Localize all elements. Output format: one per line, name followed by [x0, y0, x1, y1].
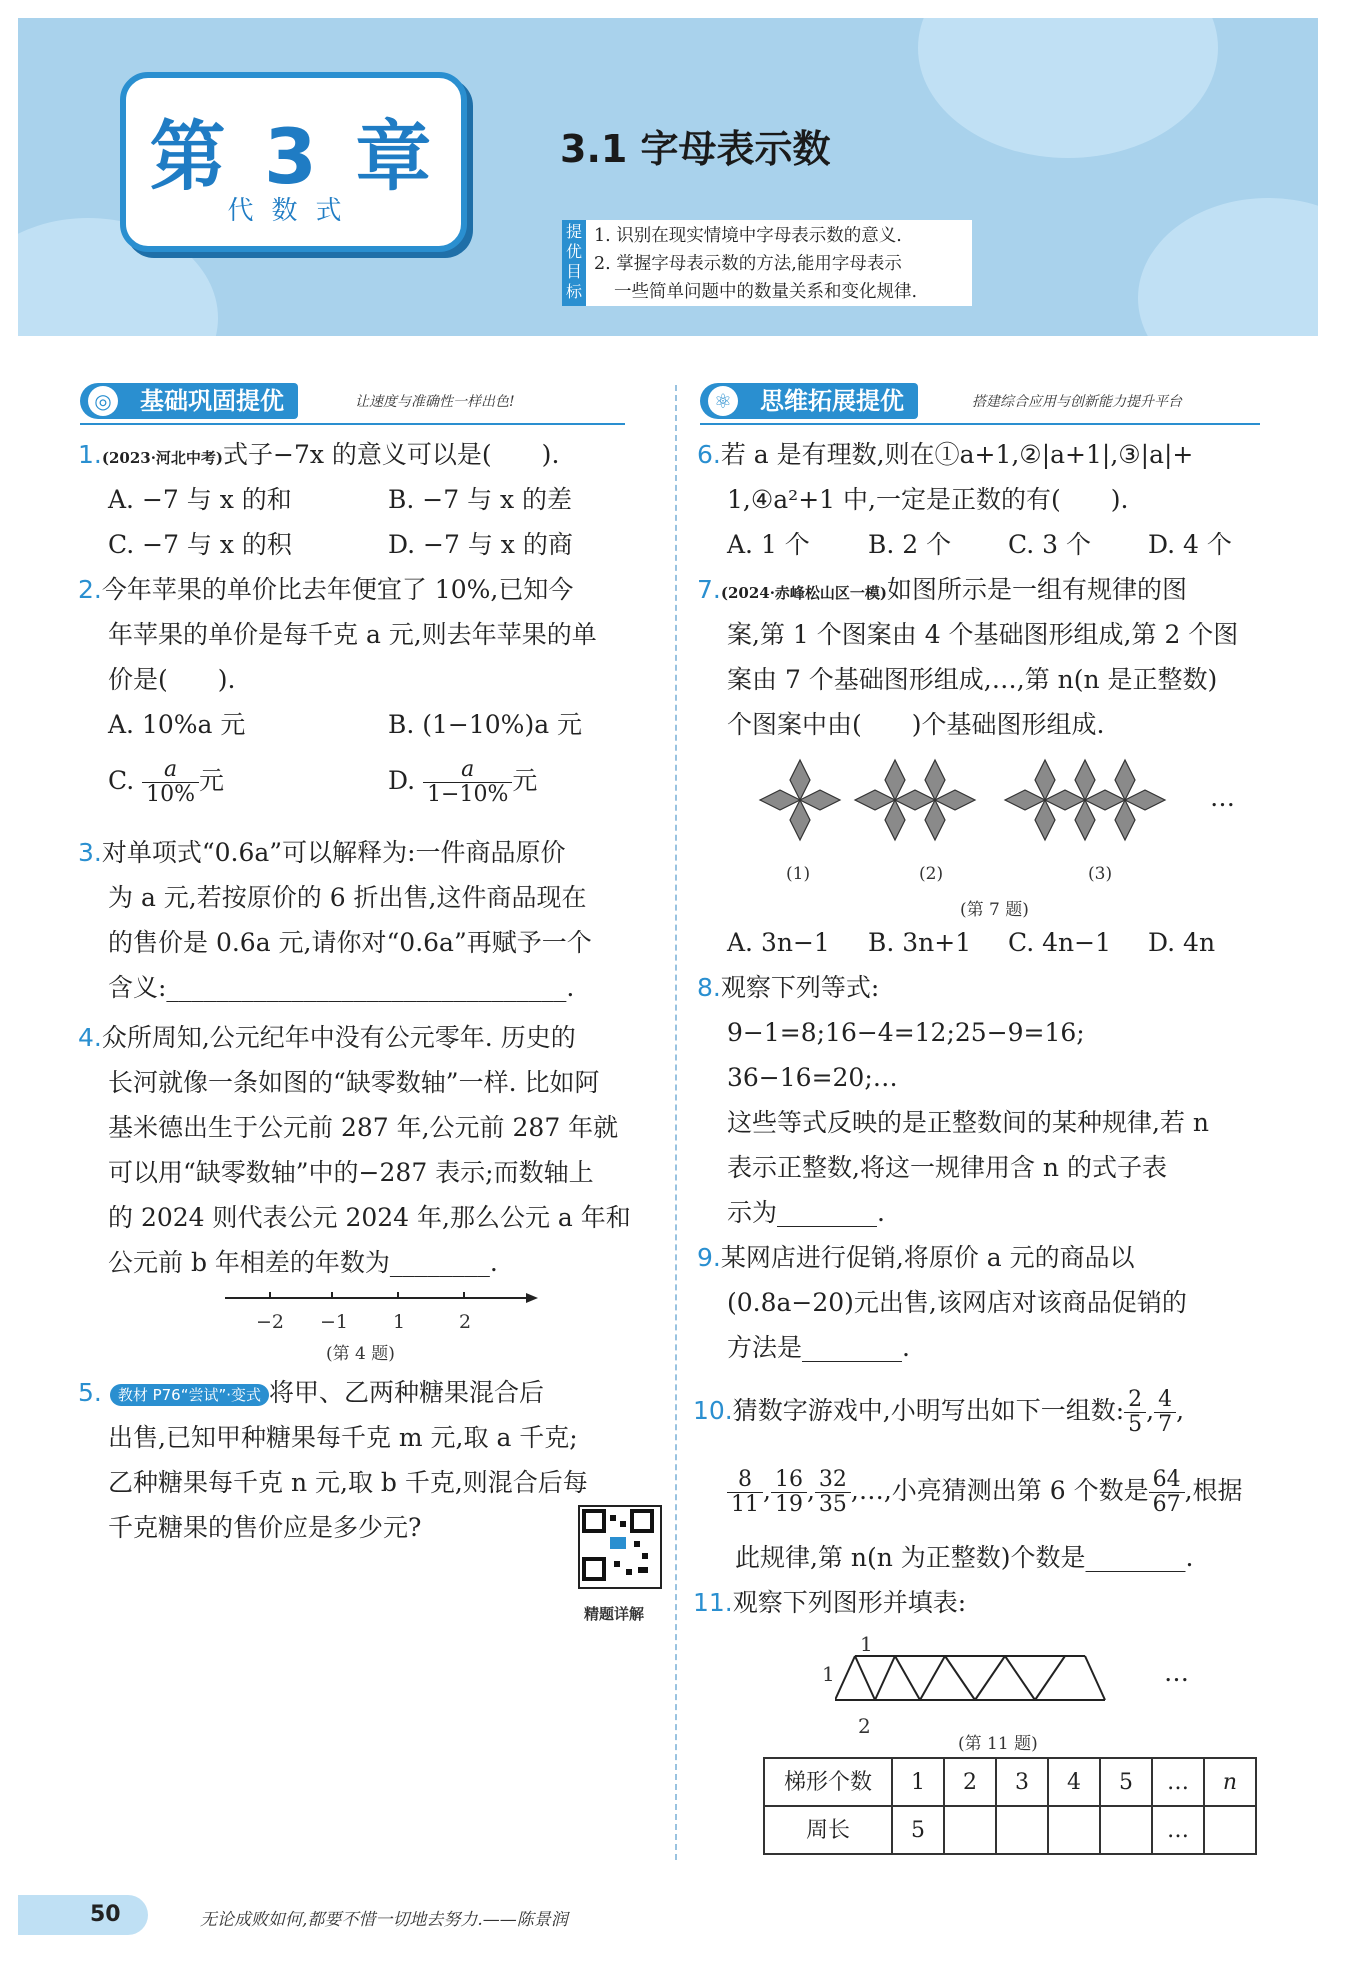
numerator: 32	[815, 1468, 851, 1493]
question-number: 9.	[697, 1243, 721, 1272]
question-number: 10.	[693, 1396, 733, 1425]
option-d: D. 4n	[1148, 928, 1216, 957]
question-line: 观察下列等式:	[720, 973, 880, 1002]
question-11	[693, 1580, 966, 1625]
question-line: 公元前 b 年相差的年数为________.	[108, 1248, 498, 1277]
option-b: B. 3n+1	[868, 928, 972, 957]
option-a: A. 1 个	[727, 530, 810, 559]
goal-item: 一些简单问题中的数量关系和变化规律.	[614, 282, 918, 302]
table-cell	[1204, 1806, 1256, 1854]
denominator: 11	[731, 1492, 759, 1517]
answer-line: 方法是________.	[727, 1333, 910, 1362]
denominator: 5	[1128, 1412, 1143, 1437]
option-c: C. −7 与 x 的积	[108, 530, 292, 559]
unit: 元	[512, 766, 538, 795]
question-number: 4.	[78, 1023, 102, 1052]
numerator: a	[423, 758, 512, 783]
perimeter-table	[763, 1757, 1257, 1855]
option-label: D.	[388, 766, 416, 795]
numerator: a	[142, 758, 199, 783]
answer-line: 此规律,第 n(n 为正整数)个数是________.	[735, 1543, 1194, 1572]
denominator: 7	[1158, 1412, 1173, 1437]
question-line: 为 a 元,若按原价的 6 折出售,这件商品现在	[108, 883, 587, 912]
question-line: 出售,已知甲种糖果每千克 m 元,取 a 千克;	[108, 1423, 578, 1452]
question-line: 年苹果的单价是每千克 a 元,则去年苹果的单	[108, 620, 597, 649]
denominator: 67	[1152, 1492, 1181, 1517]
table-cell: n	[1204, 1758, 1256, 1806]
question-line: (0.8a−20)元出售,该网店对该商品促销的	[727, 1288, 1187, 1317]
goal-item: 2. 掌握字母表示数的方法,能用字母表示	[594, 254, 902, 274]
rhombus-pattern-figure	[755, 755, 1195, 845]
numerator: 8	[727, 1468, 763, 1493]
question-line: 众所周知,公元纪年中没有公元零年. 历史的	[101, 1023, 576, 1052]
option-a: A. −7 与 x 的和	[108, 485, 292, 514]
table-cell: …	[1152, 1806, 1204, 1854]
question-line: 千克糖果的售价应是多少元?	[108, 1513, 422, 1542]
option-label: C.	[108, 766, 135, 795]
goals-tag: 提优目标	[562, 220, 586, 306]
option-b: B. (1−10%)a 元	[388, 710, 583, 739]
bottom-edge-label: 2	[858, 1714, 871, 1738]
question-stem: 式子−7x 的意义可以是( ).	[223, 440, 560, 469]
top-edge-label: 1	[860, 1632, 873, 1656]
right-section-slogan: 搭建综合应用与创新能力提升平台	[972, 394, 1182, 410]
table-row	[764, 1806, 1256, 1854]
table-cell	[1100, 1806, 1152, 1854]
option-b: B. 2 个	[868, 530, 952, 559]
numerator: 16	[771, 1468, 807, 1493]
fraction	[815, 1468, 851, 1517]
textbook-badge: 教材 P76“尝试”·变式	[110, 1384, 269, 1406]
equation-line: 36−16=20;…	[727, 1063, 898, 1092]
figure-label: (2)	[919, 864, 944, 884]
denominator: 1−10%	[427, 782, 509, 807]
denominator: 19	[774, 1492, 803, 1517]
question-line: 价是( ).	[108, 665, 236, 694]
question-line: 1,④a²+1 中,一定是正数的有( ).	[727, 485, 1129, 514]
target-icon: ◎	[88, 386, 118, 416]
question-number: 1.	[78, 440, 102, 469]
question-line: 观察下列图形并填表:	[732, 1588, 967, 1617]
page-number-text: 50	[90, 1902, 121, 1927]
table-cell: 2	[944, 1758, 996, 1806]
question-line: 将甲、乙两种糖果混合后	[269, 1378, 545, 1407]
question-10: 10.猜数字游戏中,小明写出如下一组数: $\frac{2}{5}$ , $\frac{4}{7}$ ,	[693, 1387, 1185, 1437]
side-edge-label: 1	[822, 1662, 835, 1686]
question-line: 的售价是 0.6a 元,请你对“0.6a”再赋予一个	[108, 928, 592, 957]
question-7	[697, 567, 1187, 616]
table-cell: 1	[892, 1758, 944, 1806]
question-line: 今年苹果的单价比去年便宜了 10%,已知今	[101, 575, 574, 604]
numerator: 2	[1124, 1388, 1146, 1413]
section-title: 3.1 字母表示数	[560, 127, 831, 171]
table-header-cell: 梯形个数	[764, 1758, 892, 1806]
table-cell: …	[1152, 1758, 1204, 1806]
tick-label: 1	[393, 1311, 406, 1333]
table-cell	[1048, 1806, 1100, 1854]
option-a: A. 3n−1	[727, 928, 830, 957]
option-c: C. 3 个	[1008, 530, 1091, 559]
question-line: 如图所示是一组有规律的图	[887, 575, 1188, 604]
fraction	[1149, 1468, 1185, 1517]
question-line: 案,第 1 个图案由 4 个基础图形组成,第 2 个图	[727, 620, 1239, 649]
goal-item: 1. 识别在现实情境中字母表示数的意义.	[594, 226, 902, 246]
figure-caption: (第 11 题)	[958, 1734, 1038, 1754]
answer-line: 示为________.	[727, 1198, 885, 1227]
trapezoid-figure	[835, 1650, 1155, 1710]
question-line: 个图案中由( )个基础图形组成.	[727, 710, 1105, 739]
question-number: 3.	[78, 838, 102, 867]
question-number: 7.	[697, 575, 721, 604]
question-line: 对单项式“0.6a”可以解释为:一件商品原价	[101, 838, 566, 867]
tick-label: −1	[320, 1311, 349, 1333]
figure-label: (3)	[1088, 864, 1113, 884]
ellipsis: …	[1164, 1658, 1189, 1687]
question-line: 若 a 是有理数,则在①a+1,②|a+1|,③|a|+	[720, 440, 1194, 469]
equation-line: 9−1=8;16−4=12;25−9=16;	[727, 1018, 1085, 1047]
question-source: (2024·赤峰松山区一模)	[720, 584, 888, 602]
figure-label: (1)	[786, 864, 811, 884]
question-number: 11.	[693, 1588, 733, 1617]
fraction	[727, 1468, 763, 1517]
tick-label: 2	[459, 1311, 472, 1333]
question-line: 案由 7 个基础图形组成,…,第 n(n 是正整数)	[727, 665, 1218, 694]
question-line: 乙种糖果每千克 n 元,取 b 千克,则混合后每	[108, 1468, 588, 1497]
question-line: 这些等式反映的是正整数间的某种规律,若 n	[727, 1108, 1209, 1137]
question-text: ,根据	[1184, 1476, 1243, 1505]
question-line: 长河就像一条如图的“缺零数轴”一样. 比如阿	[108, 1068, 600, 1097]
chapter-title: 第 3 章	[149, 112, 438, 201]
table-cell: 5	[892, 1806, 944, 1854]
left-section-label: 基础巩固提优	[80, 383, 298, 419]
right-section-label: 思维拓展提优	[700, 383, 918, 419]
ellipsis: …	[1210, 783, 1235, 812]
question-number: 6.	[697, 440, 721, 469]
fraction	[1124, 1388, 1146, 1437]
option-d: D. −7 与 x 的商	[388, 530, 573, 559]
numerator: 4	[1154, 1388, 1176, 1413]
answer-line: 含义:________________________________.	[108, 973, 575, 1002]
option-d: D. 4 个	[1148, 530, 1232, 559]
footer-motto: 无论成败如何,都要不惜一切地去努力.——陈景润	[200, 1910, 568, 1930]
question-line: 可以用“缺零数轴”中的−287 表示;而数轴上	[108, 1158, 594, 1187]
question-source: (2023·河北中考)	[101, 449, 224, 467]
chapter-subtitle: 代数式	[227, 196, 360, 226]
question-number: 2.	[78, 575, 102, 604]
question-text: ,…,小亮猜测出第 6 个数是	[850, 1476, 1149, 1505]
table-cell: 4	[1048, 1758, 1100, 1806]
question-line: 的 2024 则代表公元 2024 年,那么公元 a 年和	[108, 1203, 631, 1232]
option-c: C. 4n−1	[1008, 928, 1111, 957]
option-b: B. −7 与 x 的差	[388, 485, 573, 514]
left-section-slogan: 让速度与准确性一样出色!	[355, 394, 515, 410]
fraction	[1154, 1388, 1176, 1437]
option-a: A. 10%a 元	[108, 710, 246, 739]
qr-label: 精题详解	[584, 1605, 645, 1623]
question-9	[697, 1235, 1135, 1280]
numerator: 64	[1149, 1468, 1185, 1493]
denominator: 35	[818, 1492, 847, 1517]
question-8	[697, 965, 879, 1010]
atom-icon: ⚛	[708, 386, 738, 416]
table-cell	[944, 1806, 996, 1854]
question-number: 8.	[697, 973, 721, 1002]
table-row	[764, 1758, 1256, 1806]
question-line: 某网店进行促销,将原价 a 元的商品以	[720, 1243, 1135, 1272]
page-number	[18, 1895, 148, 1935]
figure-caption: (第 7 题)	[960, 900, 1029, 920]
fraction	[771, 1468, 807, 1517]
table-cell: 3	[996, 1758, 1048, 1806]
figure-caption: (第 4 题)	[326, 1344, 395, 1364]
question-line: 猜数字游戏中,小明写出如下一组数:	[732, 1396, 1125, 1425]
table-cell: 5	[1100, 1758, 1152, 1806]
question-line: 表示正整数,将这一规律用含 n 的式子表	[727, 1153, 1167, 1182]
tick-label: −2	[256, 1311, 285, 1333]
unit: 元	[199, 766, 225, 795]
question-line: 基米德出生于公元前 287 年,公元前 287 年就	[108, 1113, 619, 1142]
table-header-cell: 周长	[764, 1806, 892, 1854]
question-number: 5.	[78, 1378, 102, 1407]
denominator: 10%	[146, 782, 196, 807]
question-6	[697, 432, 1193, 477]
table-cell	[996, 1806, 1048, 1854]
question-line: $\frac{8}{11}$ , $\frac{16}{19}$ , $\frac{32}{35}$ ,…,小亮猜测出第 6 个数是 $\frac{64}{67}$ ,根据	[727, 1468, 1243, 1517]
